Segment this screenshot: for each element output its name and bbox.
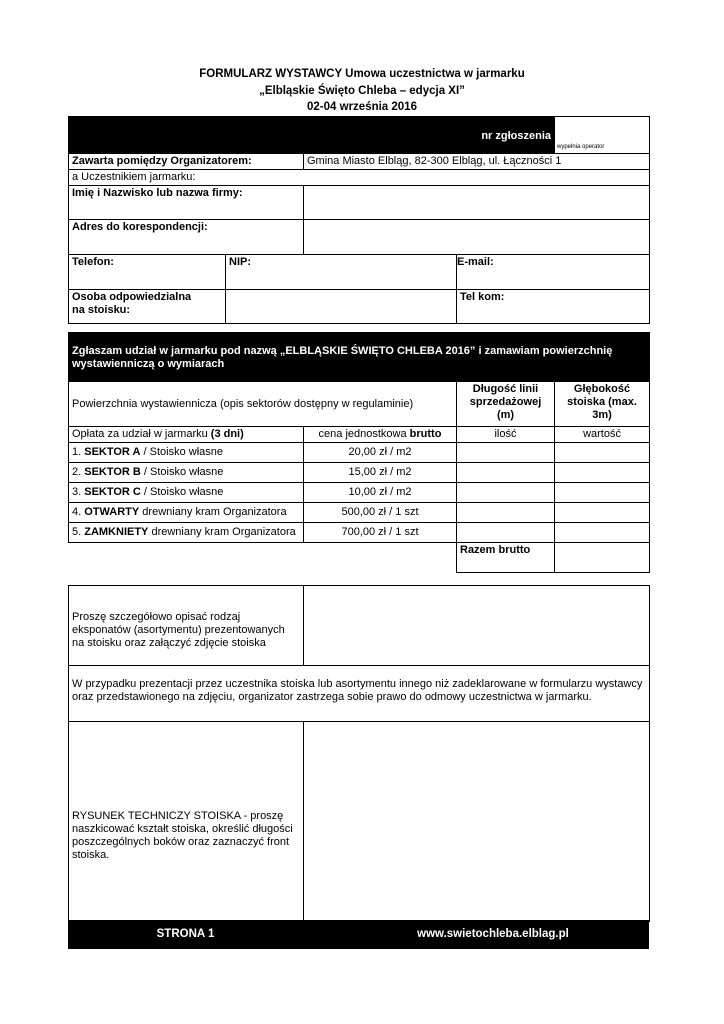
stand-drawing-label: RYSUNEK TECHNICZY STOISKA - proszę naszkicować kształt stoiska, określić długości poszczególnych boków oraz zaznaczyć front stoiska. (69, 722, 304, 922)
sector-label: 4. OTWARTY drewniany kram Organizatora (69, 503, 304, 523)
exhibits-table (68, 585, 650, 922)
sector-label: 2. SEKTOR B / Stoisko własne (69, 463, 304, 483)
unit-price-header: cena jednostkowa brutto (304, 427, 457, 443)
sector-row (69, 523, 650, 543)
quantity-field[interactable] (457, 483, 555, 503)
quantity-field[interactable] (457, 443, 555, 463)
form-title: FORMULARZ WYSTAWCY Umowa uczestnictwa w jarmarku (199, 68, 525, 80)
registration-number-field[interactable] (555, 117, 650, 154)
address-label: Adres do korespondencji: (69, 220, 304, 255)
registration-number-label: nr zgłoszenia (69, 117, 555, 154)
notice-text: W przypadku prezentacji przez uczestnika stoiska lub asortymentu innego niż zadeklarowane w formularzu wystawcy oraz przedstawionego na zdjęciu, organizator zastrzega sobie prawo do odmowy uczestnictwa w jarmarku. (69, 666, 650, 722)
organizer-value: Gmina Miasto Elbląg, 82-300 Elbląg, ul. Łączności 1 (304, 154, 650, 170)
fee-label: Opłata za udział w jarmarku (3 dni) (69, 427, 304, 443)
value-field[interactable] (555, 523, 650, 543)
depth-header: Głębokość stoiska (max. 3m) (555, 382, 650, 427)
booking-table (68, 332, 650, 573)
email-field[interactable] (457, 255, 650, 290)
stand-drawing-area[interactable] (304, 722, 650, 922)
name-field[interactable] (304, 186, 650, 220)
page-number: STRONA 1 (156, 928, 215, 940)
sector-row (69, 483, 650, 503)
total-field[interactable] (555, 543, 650, 573)
mobile-field[interactable] (457, 290, 650, 324)
booking-heading: Zgłaszam udział w jarmarku pod nazwą „ELBLĄSKIE ŚWIĘTO CHLEBA 2016” i zamawiam powierzchnię wystawienniczą o wymiarach (69, 333, 650, 382)
responsible-label: Osoba odpowiedzialna na stoisku: (69, 290, 226, 324)
sector-label: 5. ZAMKNIETY drewniany kram Organizatora (69, 523, 304, 543)
value-field[interactable] (555, 443, 650, 463)
quantity-header: ilość (457, 427, 555, 443)
quantity-field[interactable] (457, 523, 555, 543)
exhibits-description-field[interactable] (304, 586, 650, 666)
address-field[interactable] (304, 220, 650, 255)
nip-label: NIP: (229, 256, 251, 268)
exhibits-description-label: Proszę szczegółowo opisać rodzaj eksponatów (asortymentu) prezentowanych na stoisku oraz załączyć zdjęcie stoiska (69, 586, 304, 666)
event-dates: 02-04 września 2016 (307, 101, 417, 113)
area-label: Powierzchnia wystawiennicza (opis sektorów dostępny w regulaminie) (69, 382, 457, 427)
quantity-field[interactable] (457, 463, 555, 483)
nip-field[interactable] (226, 255, 457, 290)
value-field[interactable] (555, 503, 650, 523)
participant-label: a Uczestnikiem jarmarku: (69, 170, 650, 186)
sector-label: 3. SEKTOR C / Stoisko własne (69, 483, 304, 503)
sector-row (69, 463, 650, 483)
value-field[interactable] (555, 463, 650, 483)
footer-bar (68, 920, 649, 949)
sector-price: 10,00 zł / m2 (304, 483, 457, 503)
phone-label: Telefon: (72, 256, 114, 268)
sector-price: 15,00 zł / m2 (304, 463, 457, 483)
name-label: Imię i Nazwisko lub nazwa firmy: (69, 186, 304, 220)
phone-field[interactable] (69, 255, 226, 290)
sector-price: 20,00 zł / m2 (304, 443, 457, 463)
participant-table (68, 116, 650, 324)
length-header: Długość linii sprzedażowej (m) (457, 382, 555, 427)
website-link[interactable]: www.swietochleba.elblag.pl (417, 928, 569, 940)
sector-price: 500,00 zł / 1 szt (304, 503, 457, 523)
organizer-label: Zawarta pomiędzy Organizatorem: (69, 154, 304, 170)
sector-row (69, 443, 650, 463)
total-label: Razem brutto (457, 543, 555, 573)
email-label: E-mail: (457, 256, 494, 268)
operator-note: wypełnia operator (557, 144, 605, 150)
value-header: wartość (555, 427, 650, 443)
sector-label: 1. SEKTOR A / Stoisko własne (69, 443, 304, 463)
mobile-label: Tel kom: (460, 291, 505, 303)
value-field[interactable] (555, 483, 650, 503)
event-name: „Elbląskie Święto Chleba – edycja XI” (259, 85, 465, 97)
quantity-field[interactable] (457, 503, 555, 523)
sector-row (69, 503, 650, 523)
sector-price: 700,00 zł / 1 szt (304, 523, 457, 543)
responsible-field[interactable] (226, 290, 457, 324)
